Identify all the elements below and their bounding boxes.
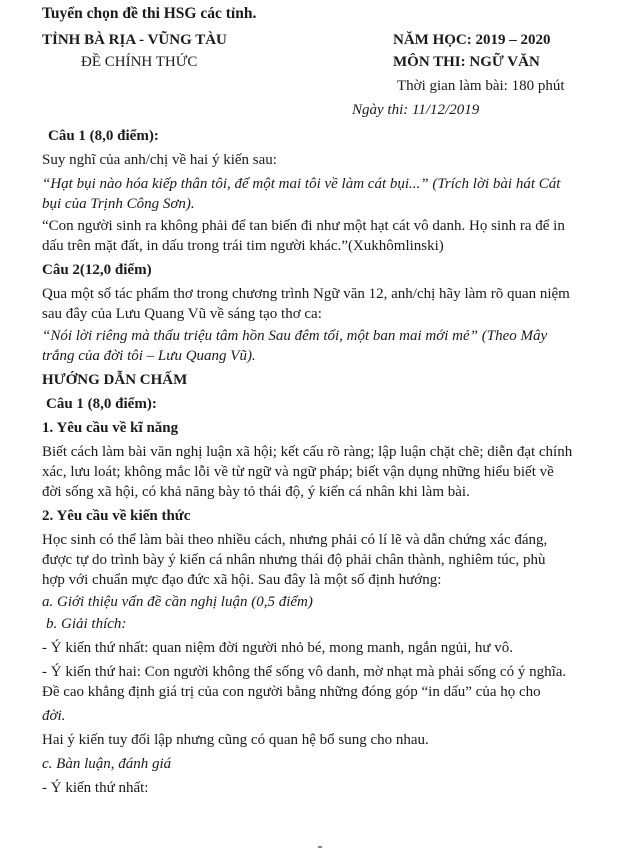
knowledge-line2: được tự do trình bày ý kiến cá nhân nhưng thái độ phải chân thành, nghiêm túc, phù — [42, 552, 546, 568]
page-mark — [318, 846, 322, 848]
guide-q1-title: Câu 1 (8,0 điểm): — [46, 396, 157, 412]
question1-quote2-line2: dấu trên mặt đất, in dấu trong trái tim người khác.”(Xukhômlinski) — [42, 238, 444, 254]
skills-line2: xác, lưu loát; không mắc lỗi về từ ngữ và ngữ pháp; biết vận dụng những hiểu biết về — [42, 464, 554, 480]
question2-quote-line1: “Nói lời riêng mà thấu triệu tâm hồn Sau đêm tối, một ban mai mới mẻ” (Theo Mây — [42, 328, 548, 344]
part-b-line3: Đề cao khẳng định giá trị của con người bằng những đóng góp “in dấu” của họ cho — [42, 684, 541, 700]
subject-label: MÔN THI: NGỮ VĂN — [393, 54, 540, 70]
question1-quote1-line1: “Hạt bụi nào hóa kiếp thân tôi, để một mai tôi về làm cát bụi...” (Trích lời bài hát Cát — [42, 176, 561, 192]
top-line: Tuyển chọn đề thi HSG các tỉnh. — [42, 5, 257, 22]
part-c-line1: - Ý kiến thứ nhất: — [42, 780, 149, 796]
guide-heading: HƯỚNG DẪN CHẤM — [42, 372, 188, 388]
province-name: TỈNH BÀ RỊA - VŨNG TÀU — [42, 32, 227, 48]
exam-date: Ngày thi: 11/12/2019 — [352, 102, 480, 118]
skills-line1: Biết cách làm bài văn nghị luận xã hội; kết cấu rõ ràng; lập luận chặt chẽ; diễn đạt chính — [42, 444, 573, 460]
duration-label: Thời gian làm bài: 180 phút — [397, 78, 565, 94]
part-b-line5: Hai ý kiến tuy đối lập nhưng cũng có quan hệ bổ sung cho nhau. — [42, 732, 429, 748]
knowledge-title: 2. Yêu cầu về kiến thức — [42, 508, 191, 524]
question1-prompt: Suy nghĩ của anh/chị về hai ý kiến sau: — [42, 152, 277, 168]
part-b-line2: - Ý kiến thứ hai: Con người không thể sống vô danh, mờ nhạt mà phải sống có ý nghĩa. — [42, 664, 567, 680]
question2-line1: Qua một số tác phẩm thơ trong chương trình Ngữ văn 12, anh/chị hãy làm rõ quan niệm — [42, 286, 570, 302]
part-b-line1: - Ý kiến thứ nhất: quan niệm đời người nhỏ bé, mong manh, ngắn ngủi, hư vô. — [42, 640, 514, 656]
skills-line3: đời sống xã hội, có khả năng bày tỏ thái độ, ý kiến cá nhân khi làm bài. — [42, 484, 470, 500]
question1-quote1-line2: bụi của Trịnh Công Sơn). — [42, 196, 195, 212]
part-b-line4: đời. — [42, 708, 66, 724]
question1-title: Câu 1 (8,0 điểm): — [48, 128, 159, 144]
question2-line2: sau đây của Lưu Quang Vũ về sáng tạo thơ ca: — [42, 306, 322, 322]
part-c: c. Bàn luận, đánh giá — [42, 756, 172, 772]
question2-title: Câu 2(12,0 điểm) — [42, 262, 152, 278]
knowledge-line3: hợp với chuẩn mực đạo đức xã hội. Sau đây là một số định hướng: — [42, 572, 442, 588]
knowledge-line1: Học sinh có thể làm bài theo nhiều cách, nhưng phải có lí lẽ và dẫn chứng xác đáng, — [42, 532, 548, 548]
part-b: b. Giải thích: — [46, 616, 127, 632]
school-year: NĂM HỌC: 2019 – 2020 — [393, 32, 551, 48]
part-a: a. Giới thiệu vấn đề cần nghị luận (0,5 điểm) — [42, 594, 313, 610]
question2-quote-line2: trắng của đời tôi – Lưu Quang Vũ). — [42, 348, 256, 364]
official-label: ĐỀ CHÍNH THỨC — [81, 54, 198, 70]
question1-quote2-line1: “Con người sinh ra không phải để tan biến đi như một hạt cát vô danh. Họ sinh ra để in — [42, 218, 565, 234]
skills-title: 1. Yêu cầu về kĩ năng — [42, 420, 179, 436]
